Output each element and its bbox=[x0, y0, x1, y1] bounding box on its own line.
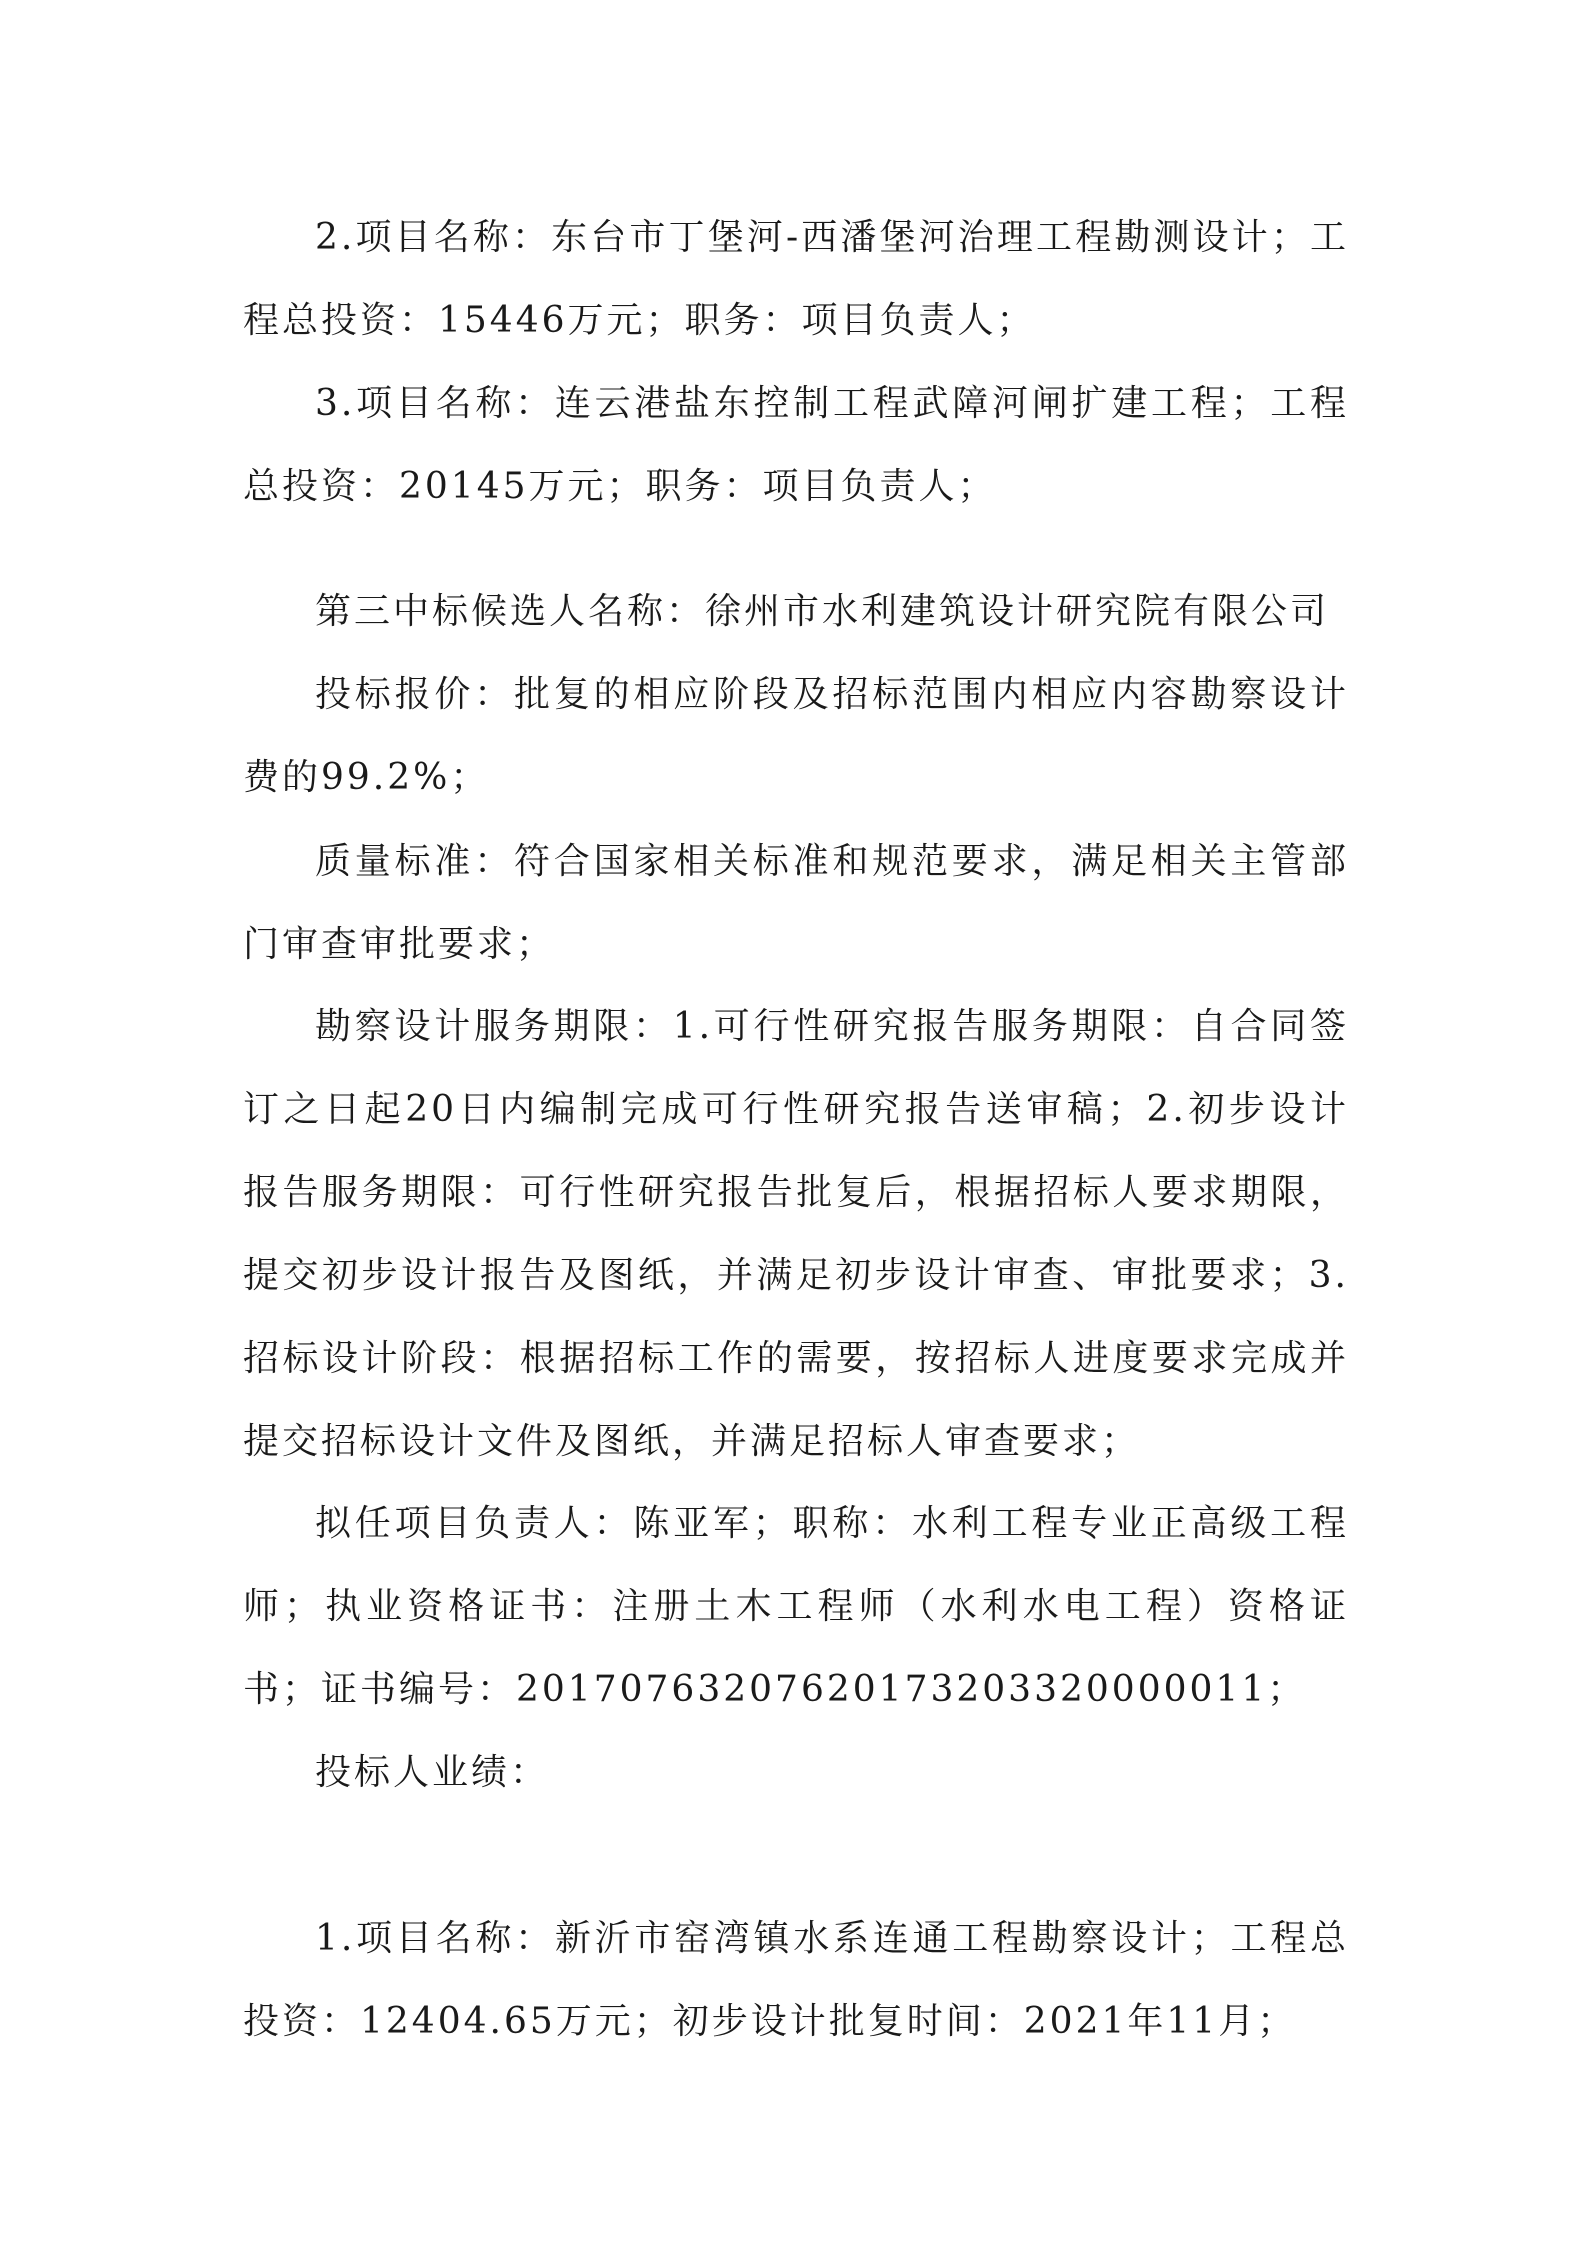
quality-standard: 质量标准：符合国家相关标准和规范要求，满足相关主管部门审查审批要求； bbox=[243, 841, 1349, 965]
performance-item-3: 3.项目名称：连云港盐东控制工程武障河闸扩建工程；工程总投资：20145万元；职务：项目负责人； bbox=[243, 383, 1349, 507]
third-candidate-name: 第三中标候选人名称：徐州市水利建筑设计研究院有限公司 bbox=[315, 591, 1330, 632]
bid-price: 投标报价：批复的相应阶段及招标范围内相应内容勘察设计费的99.2%； bbox=[243, 674, 1349, 798]
performance-item-1: 1.项目名称：新沂市窑湾镇水系连通工程勘察设计；工程总投资：12404.65万元；初步设计批复时间：2021年11月； bbox=[243, 1918, 1349, 2042]
project-leader: 拟任项目负责人：陈亚军；职称：水利工程专业正高级工程师；执业资格证书：注册土木工程师（水利水电工程）资格证书；证书编号：20170763207620173203320000011； bbox=[243, 1503, 1349, 1710]
performance-item-2: 2.项目名称：东台市丁堡河-西潘堡河治理工程勘测设计；工程总投资：15446万元；职务：项目负责人； bbox=[243, 217, 1349, 341]
bidder-performance-heading: 投标人业绩： bbox=[315, 1752, 550, 1793]
service-period: 勘察设计服务期限：1.可行性研究报告服务期限：自合同签订之日起20日内编制完成可行性研究报告送审稿；2.初步设计报告服务期限：可行性研究报告批复后，根据招标人要求期限，提交初步设计报告及图纸，并满足初步设计审查、审批要求；3.招标设计阶段：根据招标工作的需要，按招标人进度要求完成并提交招标设计文件及图纸，并满足招标人审查要求； bbox=[243, 1006, 1349, 1462]
